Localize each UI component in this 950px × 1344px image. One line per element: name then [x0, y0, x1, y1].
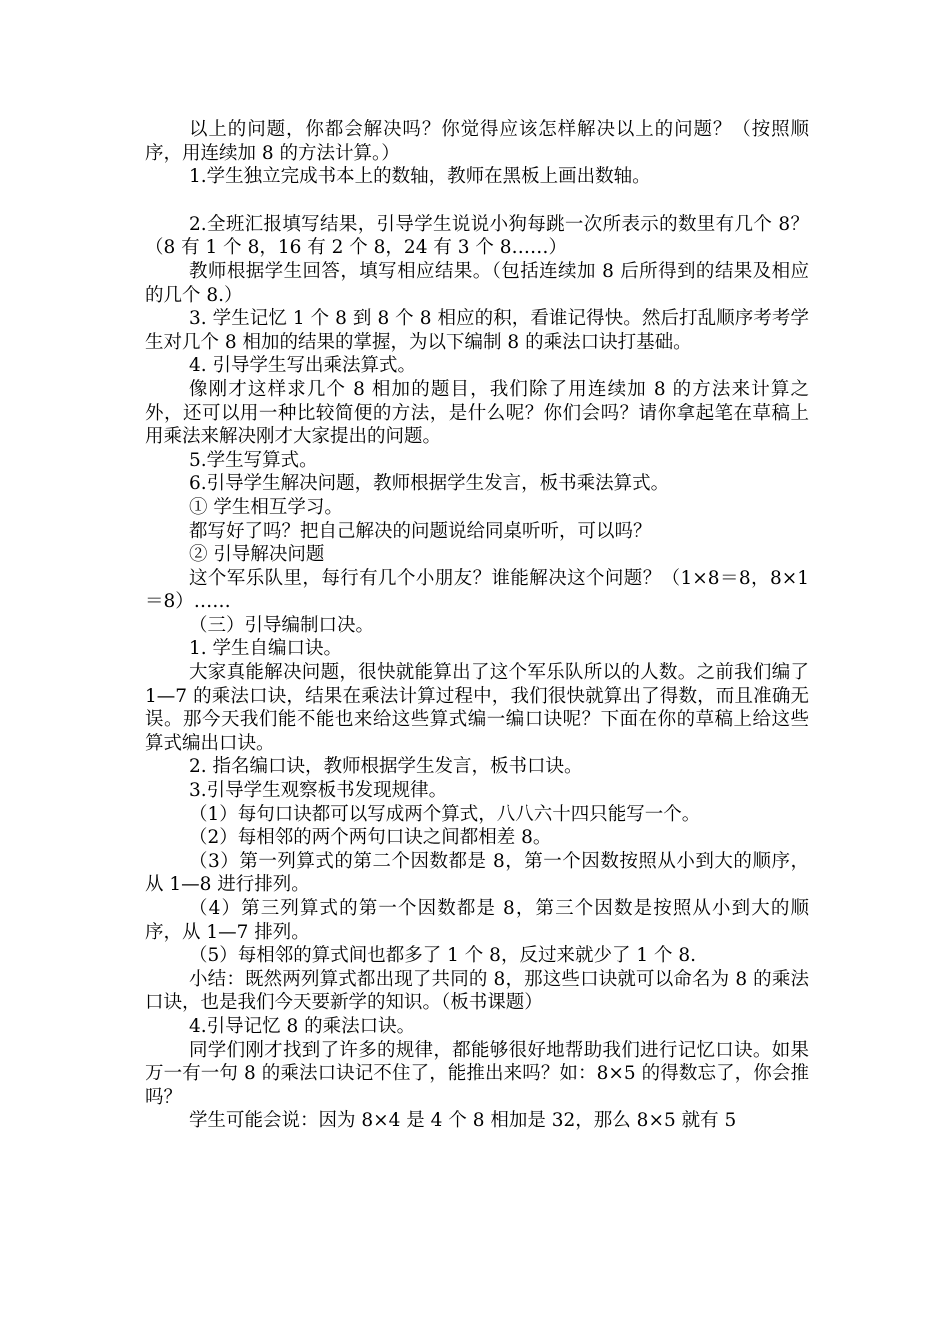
paragraph-band-question: 这个军乐队里，每行有几个小朋友？谁能解决这个问题？（1×8＝8，8×1＝8）…… [145, 567, 809, 613]
paragraph-sub-2: ② 引导解决问题 [189, 544, 325, 566]
paragraph-sub-1: ① 学生相互学习。 [189, 496, 343, 518]
pattern-item-1: （1）每句口诀都可以写成两个算式，八八六十四只能写一个。 [189, 803, 701, 825]
paragraph-memorize-prompt: 同学们刚才找到了许多的规律，都能够很好地帮助我们进行记忆口诀。如果万一有一句 8 的乘法口诀记不住了，能推出来吗？如：8×5 的得数忘了，你会推吗？ [145, 1039, 809, 1108]
paragraph-multiplication-intro: 像刚才这样求几个 8 相加的题目，我们除了用连续加 8 的方法来计算之外，还可以用一种比较简便的方法，是什么呢？你们会吗？请你拿起笔在草稿上用乘法来解决刚才大家提出的问题。 [145, 378, 809, 448]
paragraph-self-compose: 1. 学生自编口诀。 [189, 638, 343, 660]
paragraph-student-answer: 学生可能会说：因为 8×4 是 4 个 8 相加是 32，那么 8×5 就有 5 [189, 1110, 737, 1132]
paragraph-step-5: 5.学生写算式。 [189, 449, 318, 471]
blank-line [145, 189, 809, 213]
paragraph-step-3: 3. 学生记忆 1 个 8 到 8 个 8 相应的积，看谁记得快。然后打乱顺序考考学生对几个 8 相加的结果的掌握，为以下编制 8 的乘法口诀打基础。 [145, 308, 809, 353]
paragraph-memorize: 4.引导记忆 8 的乘法口诀。 [189, 1015, 416, 1037]
document-page [145, 118, 809, 1133]
pattern-item-2: （2）每相邻的两个两句口诀之间都相差 8。 [189, 827, 552, 849]
pattern-item-5: （5）每相邻的算式间也都多了 1 个 8，反过来就少了 1 个 8. [189, 945, 697, 967]
paragraph-teacher-fill: 教师根据学生回答，填写相应结果。（包括连续加 8 后所得到的结果及相应的几个 8.） [145, 260, 809, 306]
paragraph-step-1: 1.学生独立完成书本上的数轴，教师在黑板上画出数轴。 [189, 166, 651, 188]
paragraph-deskmate: 都写好了吗？把自己解决的问题说给同桌听听，可以吗？ [189, 520, 652, 542]
paragraph-step-4: 4. 引导学生写出乘法算式。 [189, 355, 417, 377]
paragraph-observe-pattern: 3.引导学生观察板书发现规律。 [189, 780, 448, 802]
section-heading-3: （三）引导编制口决。 [189, 614, 375, 636]
pattern-item-4: （4）第三列算式的第一个因数都是 8，第三个因数是按照从小到大的顺序，从 1—7 排列。 [145, 898, 809, 943]
paragraph-summary: 小结：既然两列算式都出现了共同的 8，那这些口诀就可以命名为 8 的乘法口诀，也是我们今天要新学的知识。（板书课题） [145, 968, 809, 1014]
paragraph-step-2: 2.全班汇报填写结果，引导学生说说小狗每跳一次所表示的数里有几个 8？（8 有 1 个 8，16 有 2 个 8，24 有 3 个 8……） [145, 213, 809, 259]
paragraph-step-6: 6.引导学生解决问题，教师根据学生发言，板书乘法算式。 [189, 473, 670, 495]
paragraph-question: 以上的问题，你都会解决吗？你觉得应该怎样解决以上的问题？（按照顺序，用连续加 8 的方法计算。） [145, 119, 809, 164]
paragraph-name-compose: 2. 指名编口诀，教师根据学生发言，板书口诀。 [189, 756, 583, 778]
paragraph-compose-prompt: 大家真能解决问题，很快就能算出了这个军乐队所以的人数。之前我们编了 1—7 的乘法口诀，结果在乘法计算过程中，我们很快就算出了得数，而且准确无误。那今天我们能不能也来给这些算式编一编口诀呢？下面在你的草稿上给这些算式编出口诀。 [145, 662, 809, 754]
pattern-item-3: （3）第一列算式的第二个因数都是 8，第一个因数按照从小到大的顺序，从 1—8 进行排列。 [145, 850, 809, 896]
